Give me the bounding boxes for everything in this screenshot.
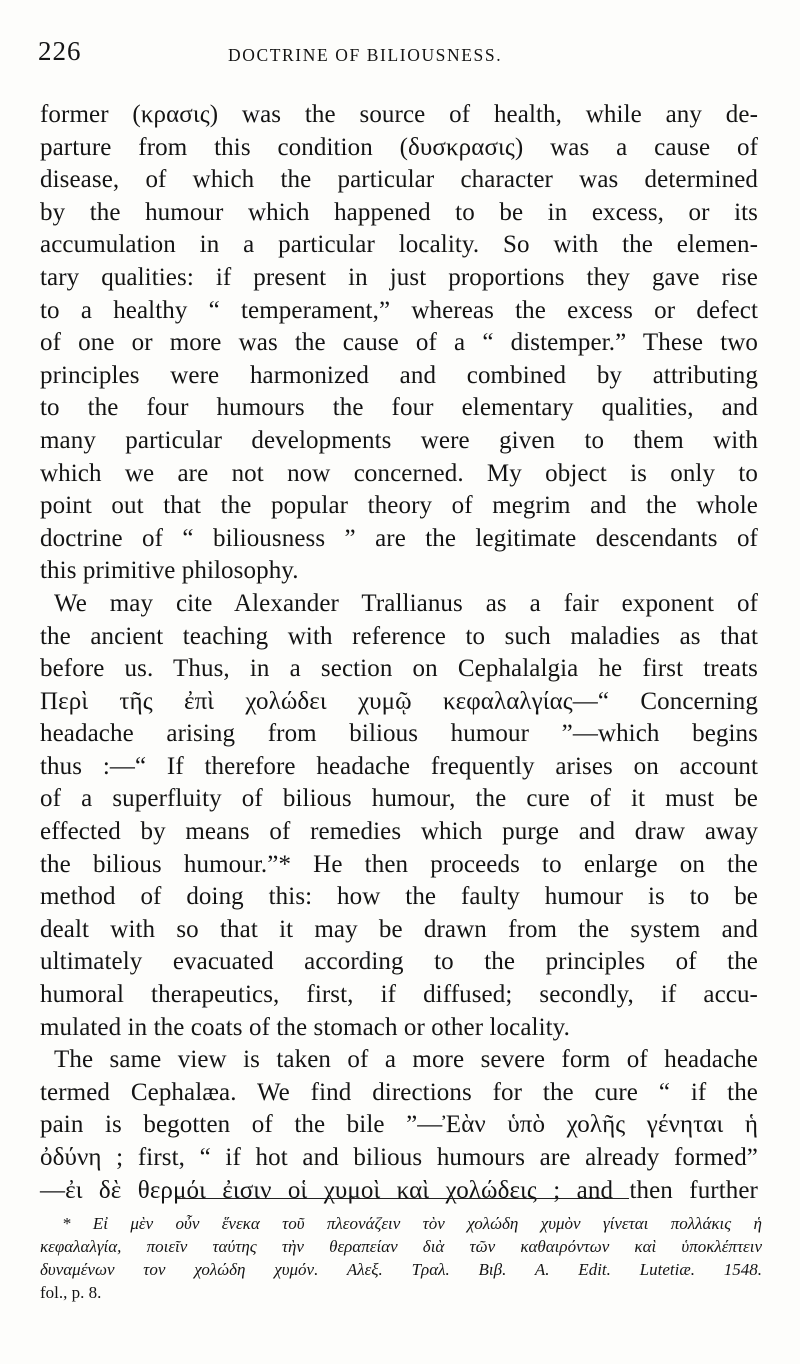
text-line: pain is begotten of the bile ”—Ἐὰν ὑπὸ χολῆς γένηται ἡ	[40, 1111, 758, 1139]
text-line: of one or more was the cause of a “ distemper.” These two	[40, 329, 758, 357]
footnote-line: κεφαλαλγία, ποιεῖν ταύτης τὴν θεραπείαν διὰ τῶν καθαιρόντων καὶ ὑποκλέπτειν	[40, 1237, 762, 1256]
footnote-line: δυναμένων τον χολώδη χυμόν. Αλεξ. Τραλ. Βιβ. Α. Edit. Lutetiæ. 1548.	[40, 1260, 762, 1279]
text-line: —ἐι δὲ θερμόι ἐισιν οἱ χυμοὶ καὶ χολώδεις ; and then further	[40, 1176, 758, 1204]
text-line: dealt with so that it may be drawn from the system and	[40, 915, 758, 943]
text-line: disease, of which the particular character was determined	[40, 166, 758, 194]
page-header	[38, 36, 760, 76]
text-line: thus :—“ If therefore headache frequently arises on account	[40, 752, 758, 780]
footnote-line: fol., p. 8.	[40, 1283, 102, 1302]
footnote-rule	[175, 1198, 629, 1199]
text-line: humoral therapeutics, first, if diffused; secondly, if accu-	[40, 981, 758, 1009]
running-title: DOCTRINE OF BILIOUSNESS.	[228, 45, 503, 65]
text-line: mulated in the coats of the stomach or other locality.	[40, 1013, 571, 1041]
text-line: this primitive philosophy.	[40, 557, 299, 585]
footnote-line: * Εἰ μὲν οὖν ἕνεκα τοῦ πλεονάζειν τὸν χολώδη χυμὸν γίνεται πολλάκις ἡ	[62, 1214, 762, 1233]
text-line: the ancient teaching with reference to such maladies as that	[40, 622, 758, 650]
text-line: tary qualities: if present in just proportions they gave rise	[40, 263, 758, 291]
text-line: effected by means of remedies which purge and draw away	[40, 818, 758, 846]
footnote	[40, 1212, 762, 1304]
text-line: We may cite Alexander Trallianus as a fair exponent of	[54, 589, 758, 617]
page-number: 226	[38, 36, 82, 66]
text-line: former (κρασις) was the source of health, while any de-	[40, 101, 758, 128]
text-line: of a superfluity of bilious humour, the cure of it must be	[40, 785, 758, 813]
text-line: accumulation in a particular locality. So with the elemen-	[40, 231, 758, 259]
text-line: point out that the popular theory of megrim and the whole	[40, 492, 758, 520]
text-line: by the humour which happened to be in excess, or its	[40, 198, 758, 226]
text-line: Περὶ τῆς ἐπὶ χολώδει χυμῷ κεφαλαλγίας—“ Concerning	[40, 687, 758, 715]
text-line: doctrine of “ biliousness ” are the legitimate descendants of	[40, 524, 758, 552]
text-line: which we are not now concerned. My object is only to	[40, 459, 758, 487]
text-line: method of doing this: how the faulty humour is to be	[40, 883, 758, 911]
text-line: principles were harmonized and combined by attributing	[40, 361, 758, 389]
text-line: ὀδύνη ; first, “ if hot and bilious humours are already formed”	[40, 1144, 758, 1171]
text-line: termed Cephalæa. We find directions for the cure “ if the	[40, 1078, 758, 1106]
text-line: before us. Thus, in a section on Cephalalgia he first treats	[40, 655, 758, 683]
text-line: the bilious humour.”* He then proceeds to enlarge on the	[40, 850, 758, 878]
text-line: to the four humours the four elementary qualities, and	[40, 394, 758, 422]
text-line: to a healthy “ temperament,” whereas the excess or defect	[40, 296, 758, 324]
text-line: many particular developments were given to them with	[40, 426, 758, 454]
text-line: headache arising from bilious humour ”—which begins	[40, 720, 758, 748]
text-line: The same view is taken of a more severe form of headache	[54, 1046, 758, 1074]
body-text	[40, 99, 758, 1207]
text-line: parture from this condition (δυσκρασις) was a cause of	[40, 133, 758, 161]
text-line: ultimately evacuated according to the principles of the	[40, 948, 758, 976]
